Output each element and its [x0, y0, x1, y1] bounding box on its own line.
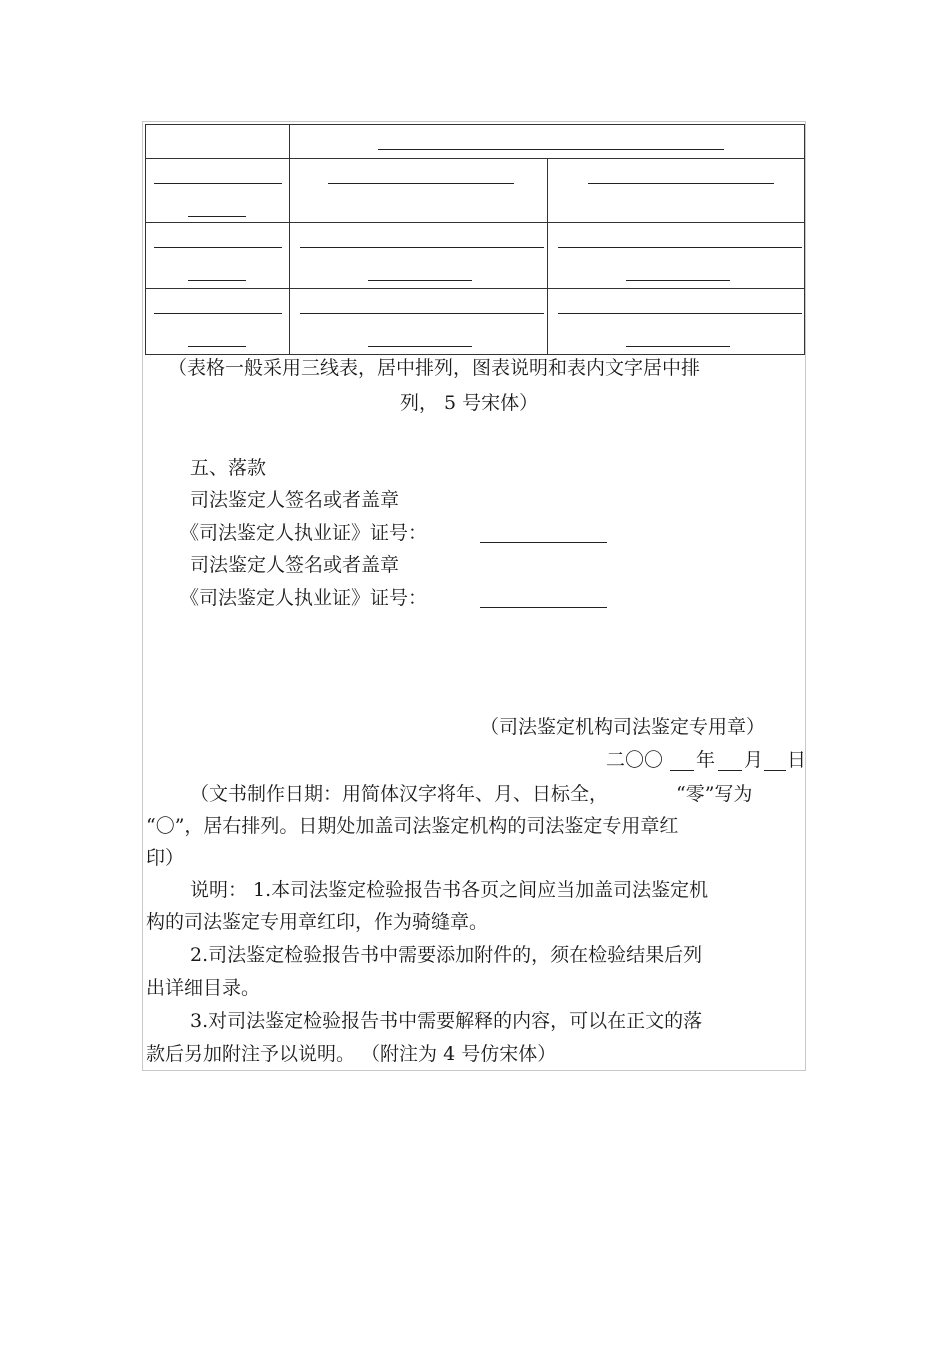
blank-line	[378, 133, 724, 150]
blank-line	[368, 330, 472, 347]
signer1-label: 司法鉴定人签名或者盖章	[190, 489, 400, 511]
date-day: 日	[787, 749, 807, 771]
table-cell	[290, 223, 548, 289]
blank-line	[188, 200, 246, 217]
table-note-line2: 列， 5 号宋体）	[400, 392, 539, 414]
table-cell	[146, 289, 290, 355]
blank-line	[626, 330, 730, 347]
date-note-line3: 印）	[146, 847, 185, 869]
table-header-cell-empty	[146, 125, 290, 159]
blank-line	[154, 231, 282, 248]
template-table	[145, 124, 805, 355]
note2-line1: 2.司法鉴定检验报告书中需要添加附件的，须在检验结果后列	[190, 944, 703, 966]
blank-line	[558, 297, 802, 314]
table-header-cell	[290, 125, 805, 159]
note3-line1: 3.对司法鉴定检验报告书中需要解释的内容，可以在正文的落	[190, 1010, 703, 1032]
blank-line	[188, 264, 246, 281]
note2-line2: 出详细目录。	[146, 977, 261, 999]
note1-line2: 构的司法鉴定专用章红印，作为骑缝章。	[146, 911, 489, 933]
note1-line1: 说明： 1.本司法鉴定检验报告书各页之间应当加盖司法鉴定机	[190, 879, 709, 901]
blank-line	[588, 167, 774, 184]
blank-line	[154, 297, 282, 314]
table-cell	[548, 159, 805, 223]
seal-text: （司法鉴定机构司法鉴定专用章）	[480, 716, 766, 738]
date-year-blank	[670, 770, 694, 771]
blank-line	[300, 231, 544, 248]
table-cell	[146, 223, 290, 289]
date-month: 月	[744, 749, 764, 771]
signer2-label: 司法鉴定人签名或者盖章	[190, 554, 400, 576]
date-year: 年	[696, 749, 716, 771]
note3-line2: 款后另加附注予以说明。 （附注为 4 号仿宋体）	[146, 1043, 557, 1065]
blank-line	[154, 167, 282, 184]
date-note-line1: （文书制作日期：用简体汉字将年、月、日标全，	[190, 783, 609, 805]
table-cell	[146, 159, 290, 223]
section-heading: 五、落款	[190, 457, 267, 479]
table-cell	[290, 289, 548, 355]
date-month-blank	[718, 770, 742, 771]
date-prefix: 二〇〇	[606, 749, 664, 771]
cert1-label: 《司法鉴定人执业证》证号：	[180, 522, 428, 544]
table-cell	[290, 159, 548, 223]
cert2-blank	[480, 607, 607, 608]
date-day-blank	[764, 770, 786, 771]
date-note-line1b: “零”写为	[676, 783, 753, 805]
date-note-line2: “〇”，居右排列。日期处加盖司法鉴定机构的司法鉴定专用章红	[146, 815, 679, 837]
blank-line	[558, 231, 802, 248]
blank-line	[300, 297, 544, 314]
table-cell	[548, 289, 805, 355]
table-note-line1: （表格一般采用三线表，居中排列，图表说明和表内文字居中排	[168, 357, 701, 379]
blank-line	[328, 167, 514, 184]
cert1-blank	[480, 542, 607, 543]
blank-line	[368, 264, 472, 281]
cert2-label: 《司法鉴定人执业证》证号：	[180, 587, 428, 609]
blank-line	[626, 264, 730, 281]
blank-line	[188, 330, 246, 347]
table-cell	[548, 223, 805, 289]
